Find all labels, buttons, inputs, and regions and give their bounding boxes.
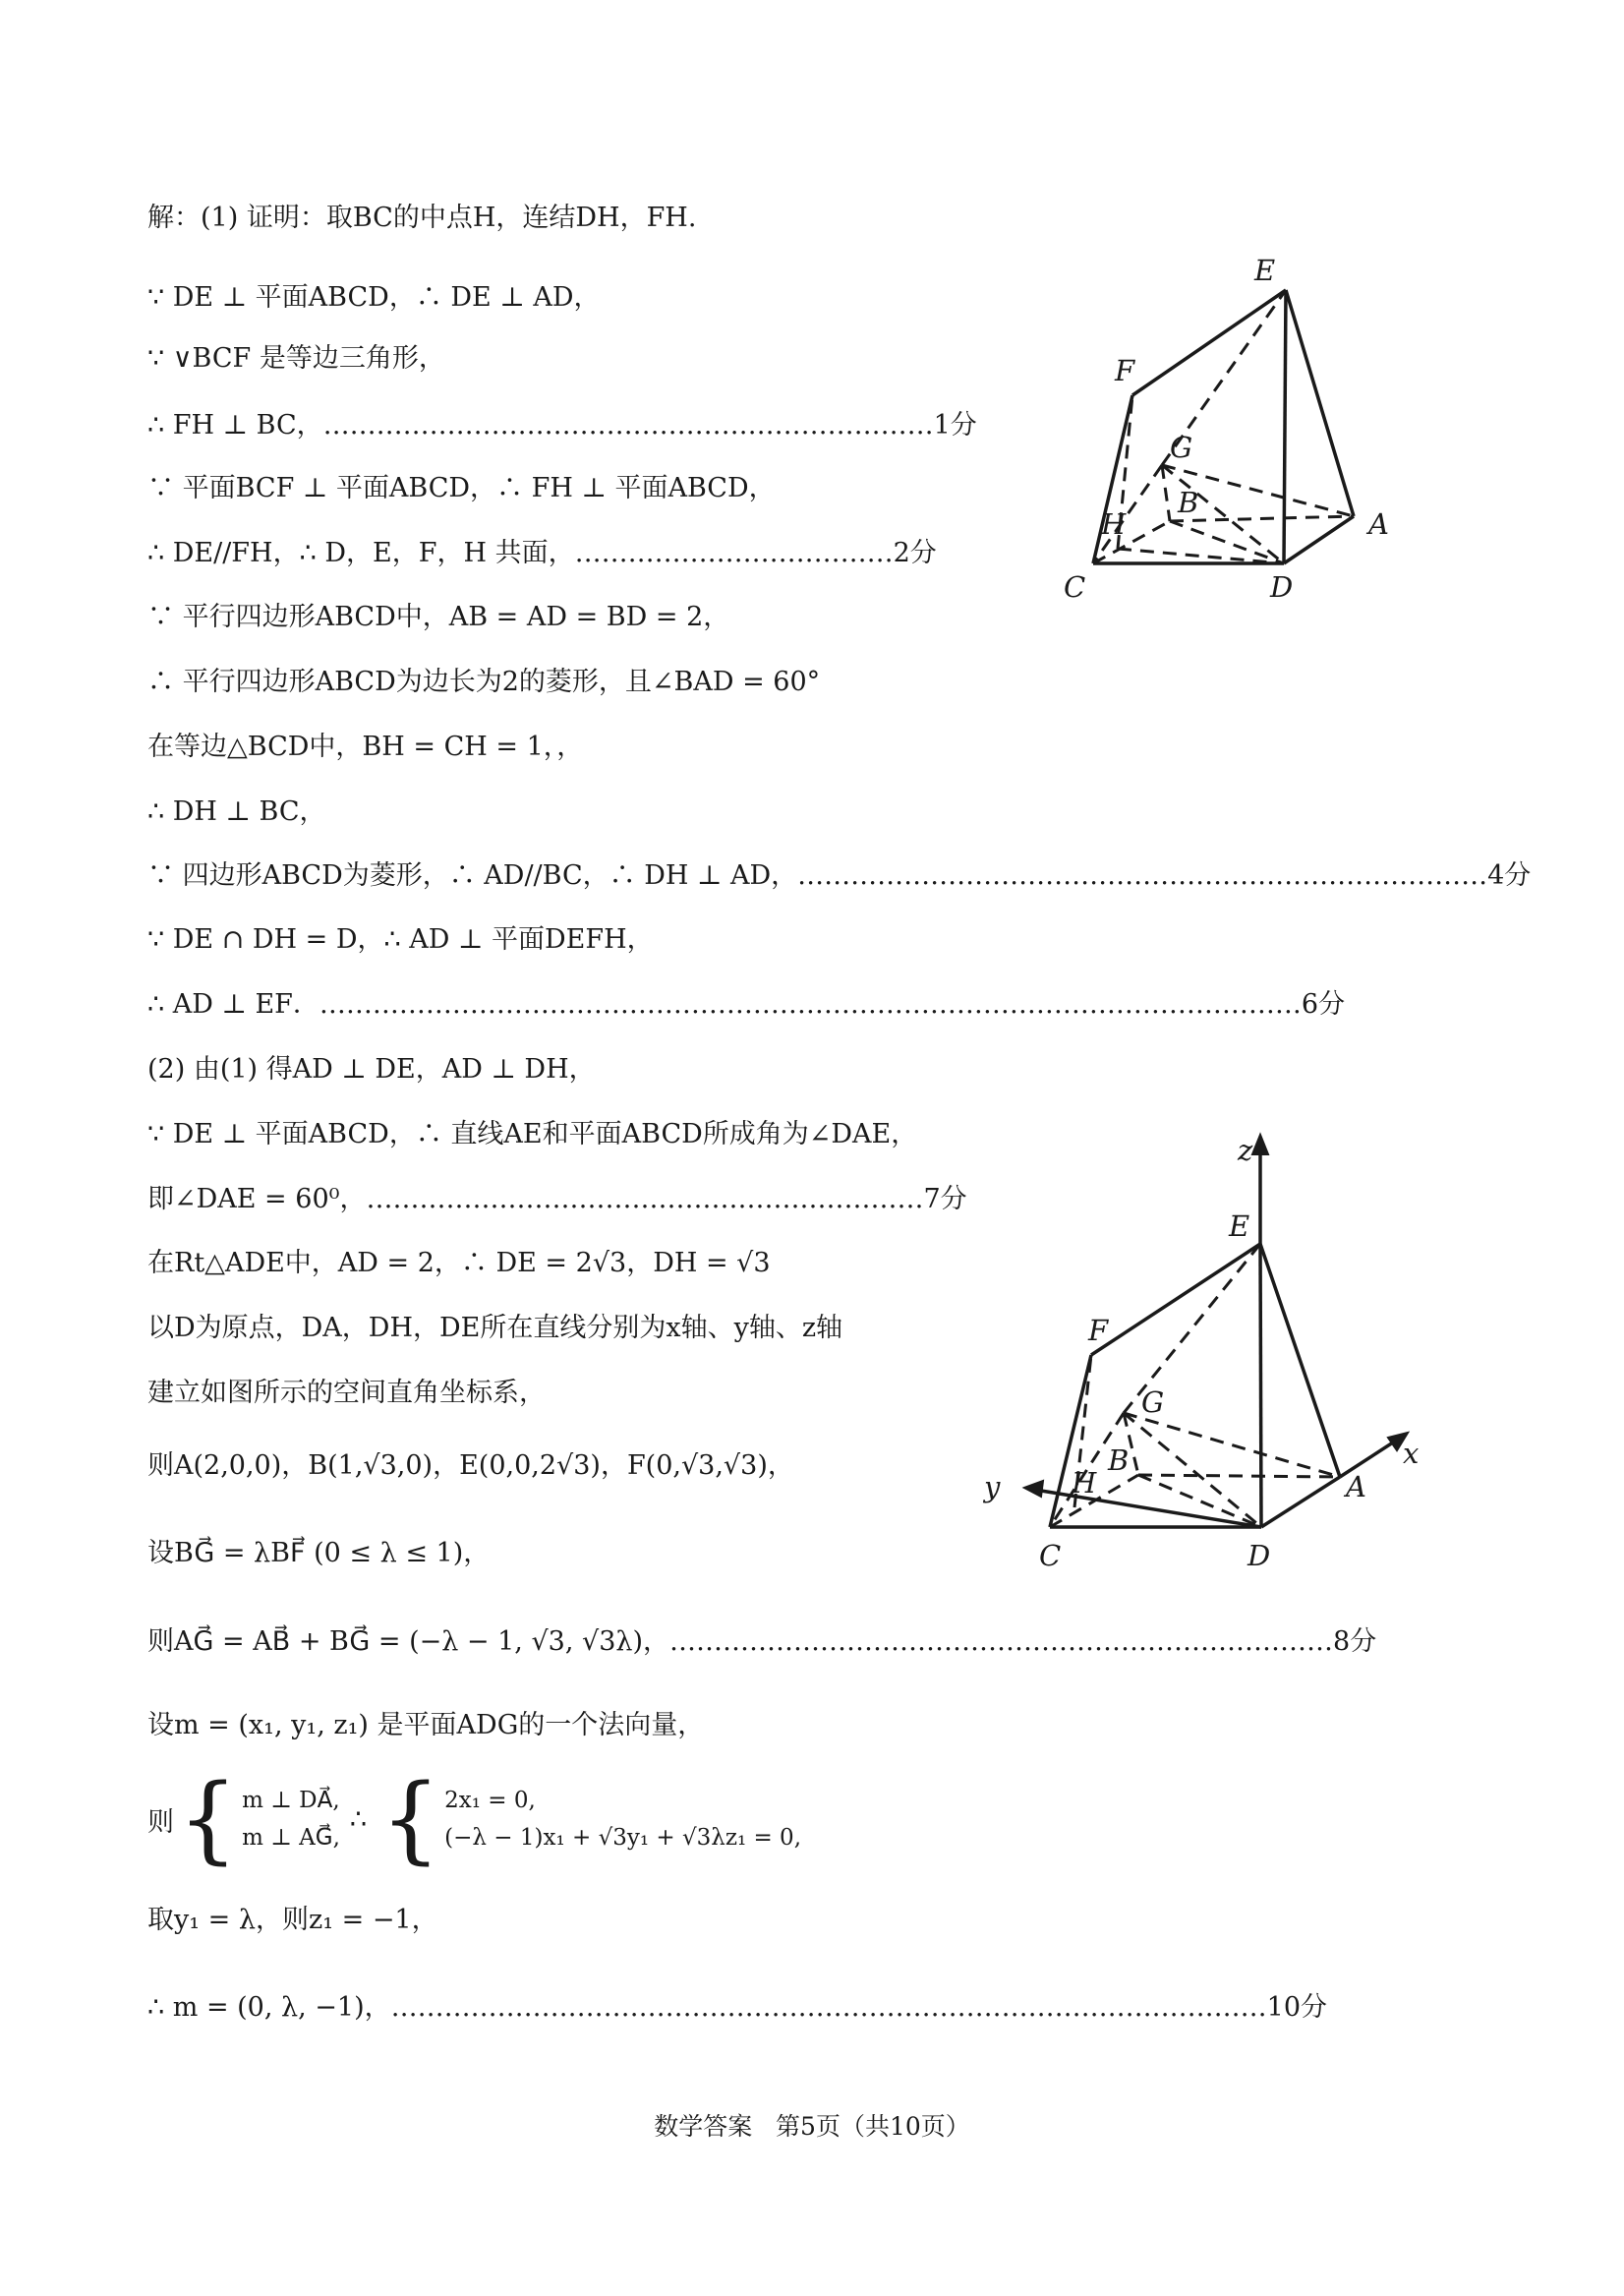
label-H: H: [1072, 1466, 1097, 1500]
left-brace: {: [178, 1764, 239, 1874]
solution-line: (2) 由(1) 得AD ⊥ DE，AD ⊥ DH，: [147, 1054, 596, 1085]
solution-line: ∵ 平面BCF ⊥ 平面ABCD，∴ FH ⊥ 平面ABCD，: [147, 473, 776, 503]
system-equation: 2x₁ = 0,: [444, 1788, 536, 1813]
solution-line: ∴ m = (0, λ, −1)，………………………………………………………………………………………10分: [147, 1992, 1327, 2023]
label-A: A: [1368, 507, 1389, 541]
solution-line: 在Rt△ADE中，AD = 2，∴ DE = 2√3，DH = √3: [147, 1248, 771, 1278]
axis-label-x: x: [1403, 1437, 1420, 1470]
solution-line: ∴ DE//FH，∴ D，E，F，H 共面，………………………………2分: [147, 538, 937, 568]
solution-line: 建立如图所示的空间直角坐标系，: [147, 1378, 546, 1408]
label-C: C: [1039, 1539, 1062, 1572]
label-B: B: [1178, 486, 1199, 519]
label-D: D: [1247, 1539, 1271, 1572]
axis-label-z: z: [1238, 1134, 1253, 1167]
solution-line: ∵ DE ⊥ 平面ABCD，∴ DE ⊥ AD，: [147, 282, 601, 313]
solution-line: 则A(2,0,0)，B(1,√3,0)，E(0,0,2√3)，F(0,√3,√3)，: [147, 1450, 794, 1481]
label-E: E: [1254, 254, 1276, 287]
solution-line: 设m = (x₁, y₁, z₁) 是平面ADG的一个法向量，: [147, 1710, 705, 1740]
normal-vector-system: [147, 1764, 802, 1874]
solution-line: 解：(1) 证明：取BC的中点H，连结DH，FH.: [147, 203, 697, 233]
solution-line: 设BG⃗ = λBF⃗ (0 ≤ λ ≤ 1)，: [147, 1538, 491, 1568]
left-brace: {: [380, 1764, 441, 1874]
solution-line: ∴ 平行四边形ABCD为边长为2的菱形，且∠BAD = 60°: [147, 667, 821, 697]
label-G: G: [1170, 431, 1193, 464]
label-D: D: [1270, 570, 1294, 604]
label-G: G: [1141, 1385, 1165, 1419]
label-A: A: [1346, 1470, 1366, 1503]
solution-line: ∵ DE ∩ DH = D，∴ AD ⊥ 平面DEFH，: [147, 924, 654, 955]
solution-line: ∵ 四边形ABCD为菱形，∴ AD//BC，∴ DH ⊥ AD，……………………………………………………………………4分: [147, 860, 1532, 891]
axis-label-y: y: [984, 1470, 1001, 1503]
solution-line: 以D为原点，DA，DH，DE所在直线分别为x轴、y轴、z轴: [147, 1313, 843, 1343]
system-condition: m ⊥ DA⃗,: [242, 1788, 340, 1813]
figure-polyhedron: [1062, 251, 1416, 615]
label-H: H: [1101, 507, 1127, 541]
solution-line: 即∠DAE = 60⁰，………………………………………………………7分: [147, 1184, 967, 1214]
solution-line: ∴ FH ⊥ BC，……………………………………………………………1分: [147, 410, 977, 441]
system-equations: [444, 1788, 801, 1851]
label-F: F: [1115, 354, 1135, 387]
therefore-symbol: ∴: [349, 1803, 368, 1835]
system-conditions: [242, 1788, 340, 1851]
solution-line: ∴ DH ⊥ BC，: [147, 796, 326, 827]
figure-coordinate-system: [978, 1131, 1440, 1583]
solution-line: ∵ 平行四边形ABCD中，AB = AD = BD = 2，: [147, 602, 730, 632]
solution-line: 取y₁ = λ，则z₁ = −1，: [147, 1905, 438, 1935]
page-footer: 数学答案 第5页（共10页）: [654, 2112, 970, 2141]
label-C: C: [1064, 570, 1086, 604]
label-E: E: [1229, 1209, 1250, 1243]
solution-line: ∵ DE ⊥ 平面ABCD，∴ 直线AE和平面ABCD所成角为∠DAE，: [147, 1119, 918, 1149]
system-prefix: 则: [147, 1806, 174, 1838]
label-B: B: [1108, 1443, 1130, 1477]
label-F: F: [1088, 1314, 1109, 1347]
solution-line: ∵ ∨BCF 是等边三角形，: [147, 343, 445, 374]
system-equation: (−λ − 1)x₁ + √3y₁ + √3λz₁ = 0,: [444, 1825, 802, 1851]
solution-line: 在等边△BCD中，BH = CH = 1，，: [147, 732, 584, 762]
system-condition: m ⊥ AG⃗,: [242, 1825, 340, 1851]
solution-line: ∴ AD ⊥ EF．…………………………………………………………………………………………………6分: [147, 989, 1346, 1020]
solution-line: 则AG⃗ = AB⃗ + BG⃗ = (−λ − 1, √3, √3λ)，…………………………………………………………………8分: [147, 1626, 1377, 1657]
